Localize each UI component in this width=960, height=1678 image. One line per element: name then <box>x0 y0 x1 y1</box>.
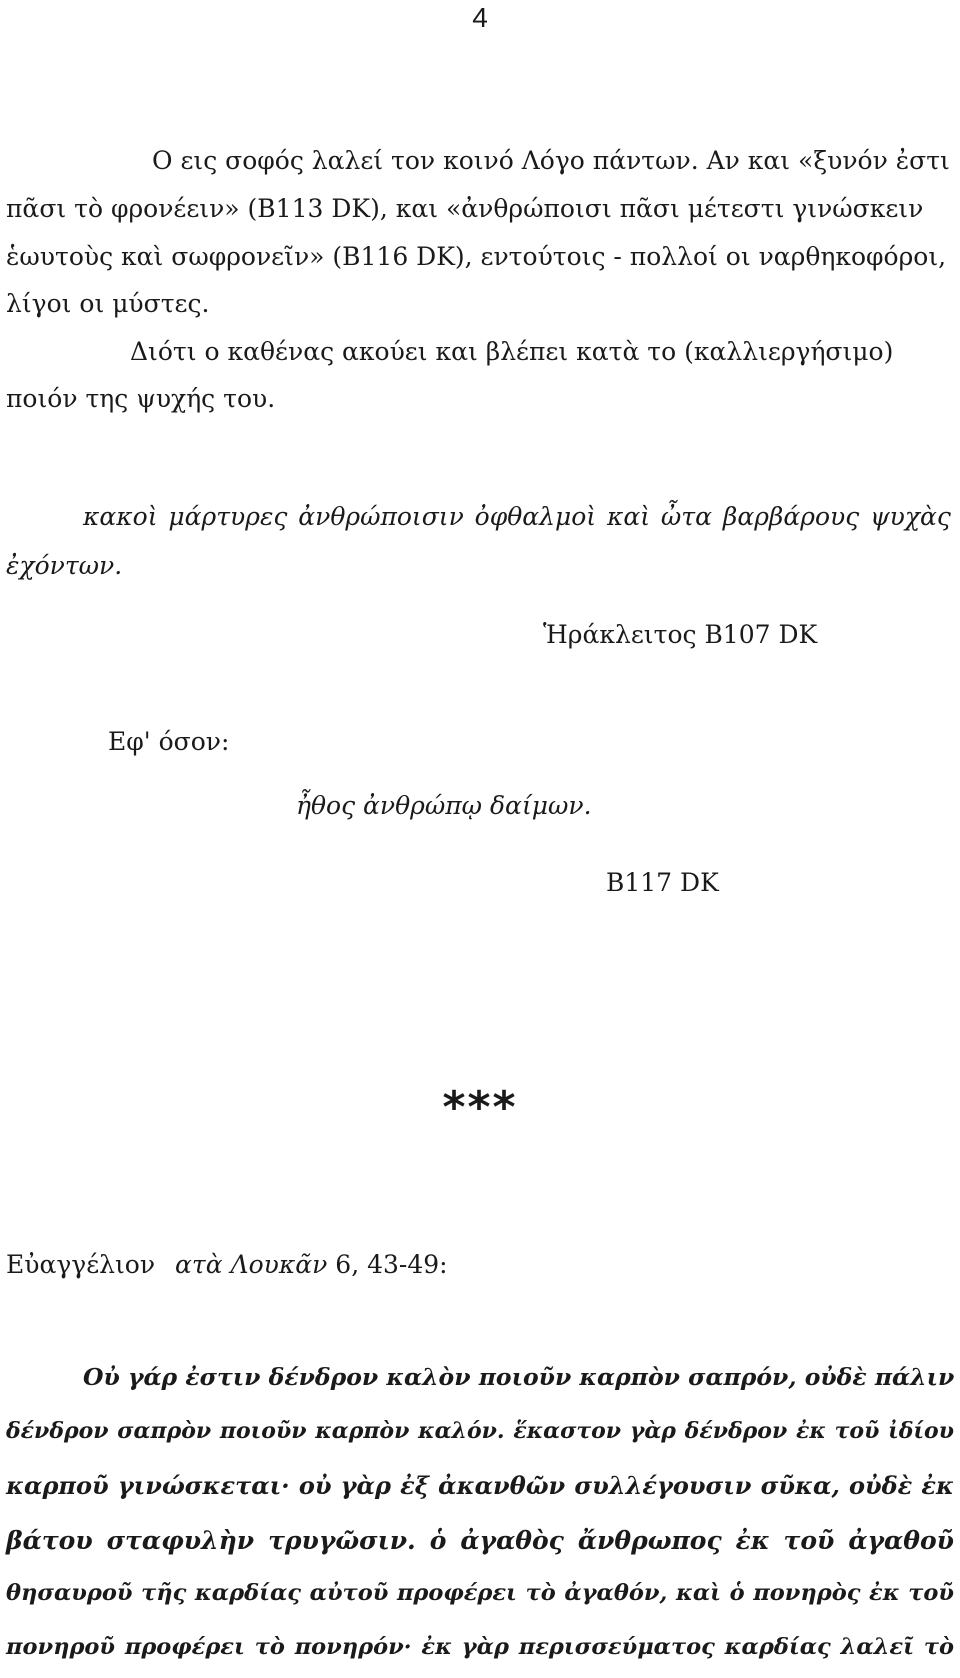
quote-1-line-1 <box>83 504 951 529</box>
paragraph-2-line-2: ποιόν της ψυχής του. <box>6 384 276 413</box>
paragraph-1-line-3: ἑωυτοὺς καὶ σωφρονεῖν» (B116 DK), εντούτοις - πολλοί οι ναρθηκοφόροι, <box>6 242 947 271</box>
paragraph-1-line-1: Ο εις σοφός λαλεί τον κοινό Λόγο πάντων. Αν και «ξυνόν ἐστι <box>152 146 950 175</box>
paragraph-1-line-2: πᾶσι τὸ φρονέειν» (B113 DK), και «ἀνθρώποισι πᾶσι μέτεστι γινώσκειν <box>6 194 924 223</box>
section-separator: *** <box>442 1082 518 1133</box>
paragraph-3: Εφ' όσον: <box>108 727 230 756</box>
quote-word: κακοὶ <box>83 502 158 531</box>
gospel-line-4: βάτου σταφυλὴν τρυγῶσιν. ὁ ἀγαθὸς ἄνθρωπος ἐκ τοῦ ἀγαθοῦ <box>6 1526 954 1555</box>
gospel-heading-title: Εὐαγγέλιον <box>6 1250 156 1279</box>
quote-word: βαρβάρους <box>722 502 860 531</box>
gospel-line-2: δένδρον σαπρὸν ποιοῦν καρπὸν καλόν. ἕκαστον γὰρ δένδρον ἐκ τοῦ ἰδίου <box>6 1418 954 1444</box>
quote-word: ψυχὰς <box>870 502 951 531</box>
quote-word: ὦτα <box>660 502 713 531</box>
quote-2-attribution: B117 DK <box>606 868 719 897</box>
quote-word: ἀνθρώποισιν <box>298 502 464 531</box>
quote-word: καὶ <box>606 502 651 531</box>
quote-word: μάρτυρες <box>168 502 288 531</box>
quote-2-text: ἦθος ἀνθρώπῳ δαίμων. <box>296 791 592 820</box>
quote-1-line-2: ἐχόντων. <box>6 551 123 580</box>
paragraph-1-line-4: λίγοι οι μύστες. <box>6 289 210 318</box>
gospel-line-1: Οὐ γάρ ἐστιν δένδρον καλὸν ποιοῦν καρπὸν σαπρόν, οὐδὲ πάλιν <box>83 1363 955 1391</box>
gospel-line-6: πονηροῦ προφέρει τὸ πονηρόν· ἐκ γὰρ περισσεύματος καρδίας λαλεῖ τὸ <box>6 1634 954 1660</box>
paragraph-2-line-1: Διότι ο καθένας ακούει και βλέπει κατὰ το (καλλιεργήσιμο) <box>130 337 894 366</box>
gospel-heading-reference: 6, 43-49: <box>335 1250 448 1279</box>
gospel-heading-book: ατὰ Λουκᾶν <box>175 1250 328 1279</box>
quote-1-attribution: Ἡράκλειτος B107 DK <box>543 620 818 649</box>
gospel-line-3: καρποῦ γινώσκεται· οὐ γὰρ ἐξ ἀκανθῶν συλλέγουσιν σῦκα, οὐδὲ ἐκ <box>6 1471 954 1500</box>
quote-word: ὀφθαλμοὶ <box>474 502 597 531</box>
page-number: 4 <box>472 2 488 33</box>
gospel-heading <box>6 1252 448 1277</box>
gospel-line-5: θησαυροῦ τῆς καρδίας αὐτοῦ προφέρει τὸ ἀγαθόν, καὶ ὁ πονηρὸς ἐκ τοῦ <box>6 1580 954 1606</box>
